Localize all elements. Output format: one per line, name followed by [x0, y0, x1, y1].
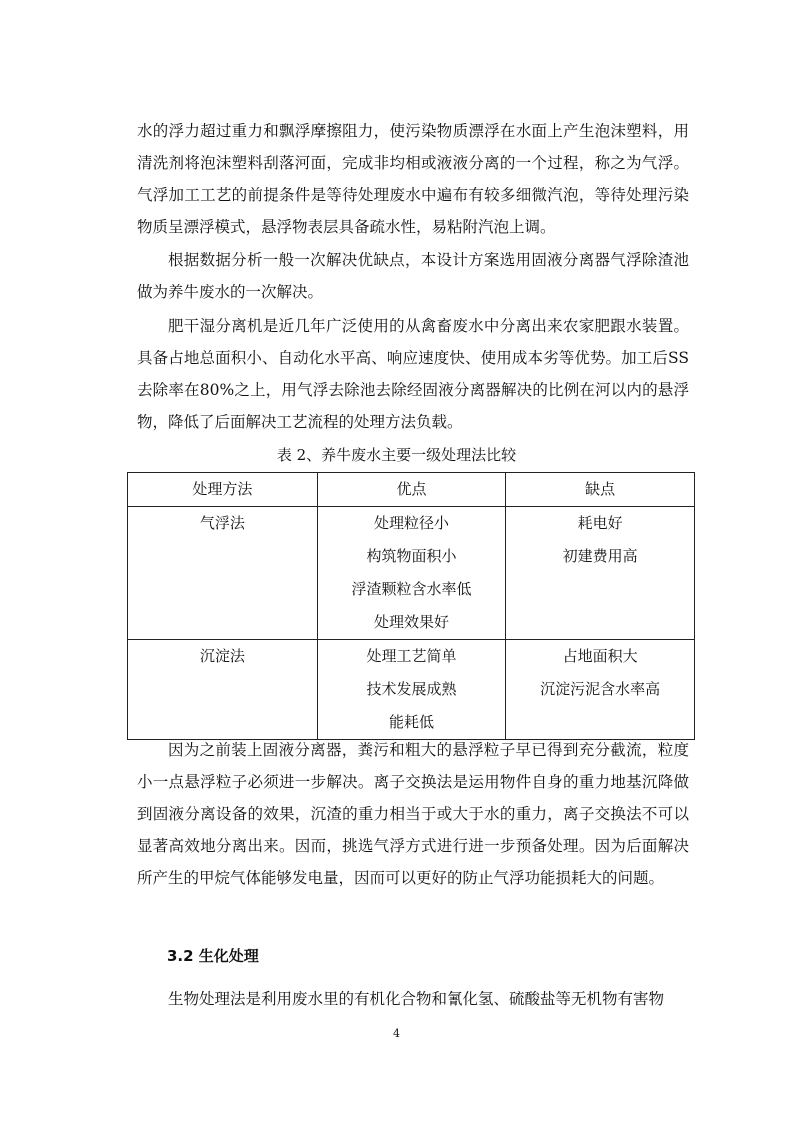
table-header-row: [128, 473, 695, 507]
con-item: 占地面积大: [562, 647, 638, 665]
paragraph-flotation-rationale: 因为之前装上固液分离器，粪污和粗大的悬浮粒子早已得到充分截流，粒度小一点悬浮粒子必须进一步解决。离子交换法是运用物件自身的重力地基沉降做到固液分离设备的效果，沉渣的重力相当于或大于水的重力，离子交换法不可以显著高效地分离出来。因而，挑选气浮方式进行进一步预备处理。因为后面解决所产生的甲烷气体能够发电量，因而可以更好的防止气浮功能损耗大的问题。: [137, 741, 689, 887]
paragraph-flotation-principle: 水的浮力超过重力和飘浮摩擦阻力，使污染物质漂浮在水面上产生泡沫塑料，用清洗剂将泡沫塑料刮落河面，完成非均相或液液分离的一个过程，称之为气浮。气浮加工工艺的前提条件是等待处理废水中遍布有较多细微汽泡，等待处理污染物质呈漂浮模式，悬浮物表层具备疏水性，易粘附汽泡上调。: [137, 122, 689, 236]
section-heading: 3.2 生化处理: [167, 947, 259, 965]
header-cons: 缺点: [506, 473, 695, 507]
pro-item: 构筑物面积小: [366, 547, 457, 565]
comparison-table: [127, 472, 695, 740]
pro-item: 能耗低: [388, 713, 434, 731]
header-pros: 优点: [317, 473, 506, 507]
table-cell-pros: [317, 640, 506, 740]
paragraph-biological-treatment: 生物处理法是利用废水里的有机化合物和氰化氢、硫酸盐等无机物有害物: [168, 990, 665, 1008]
method-name: 沉淀法: [199, 647, 245, 665]
con-item: 沉淀污泥含水率高: [540, 680, 661, 698]
table-caption: 表 2、养牛废水主要一级处理法比较: [276, 446, 517, 464]
paragraph-separator-description: 肥干湿分离机是近几年广泛使用的从禽畜废水中分离出来农家肥跟水装置。具备占地总面积小、自动化水平高、响应速度快、使用成本劣等优势。加工后SS去除率在80%之上，用气浮去除池去除经固液分离器解决的比例在河以内的悬浮物，降低了后面解决工艺流程的处理方法负载。: [137, 317, 689, 431]
method-name: 气浮法: [199, 514, 245, 532]
table-cell-method: [128, 507, 318, 640]
pro-item: 处理效果好: [373, 613, 449, 631]
table-cell-cons: [506, 507, 695, 640]
table-cell-cons: [506, 640, 695, 740]
table-cell-method: [128, 640, 318, 740]
pro-item: 处理工艺简单: [366, 647, 457, 665]
con-item: 耗电好: [577, 514, 623, 532]
pro-item: 处理粒径小: [373, 514, 449, 532]
table-row: [128, 507, 695, 640]
table-row: [128, 640, 695, 740]
paragraph-analysis-choice: 根据数据分析一般一次解决优缺点，本设计方案选用固液分离器气浮除渣池做为养牛废水的一次解决。: [137, 251, 689, 301]
pro-item: 浮渣颗粒含水率低: [351, 580, 472, 598]
pro-item: 技术发展成熟: [366, 680, 457, 698]
header-method: 处理方法: [128, 473, 318, 507]
con-item: 初建费用高: [562, 547, 638, 565]
table-cell-pros: [317, 507, 506, 640]
page-number: 4: [393, 1027, 400, 1040]
